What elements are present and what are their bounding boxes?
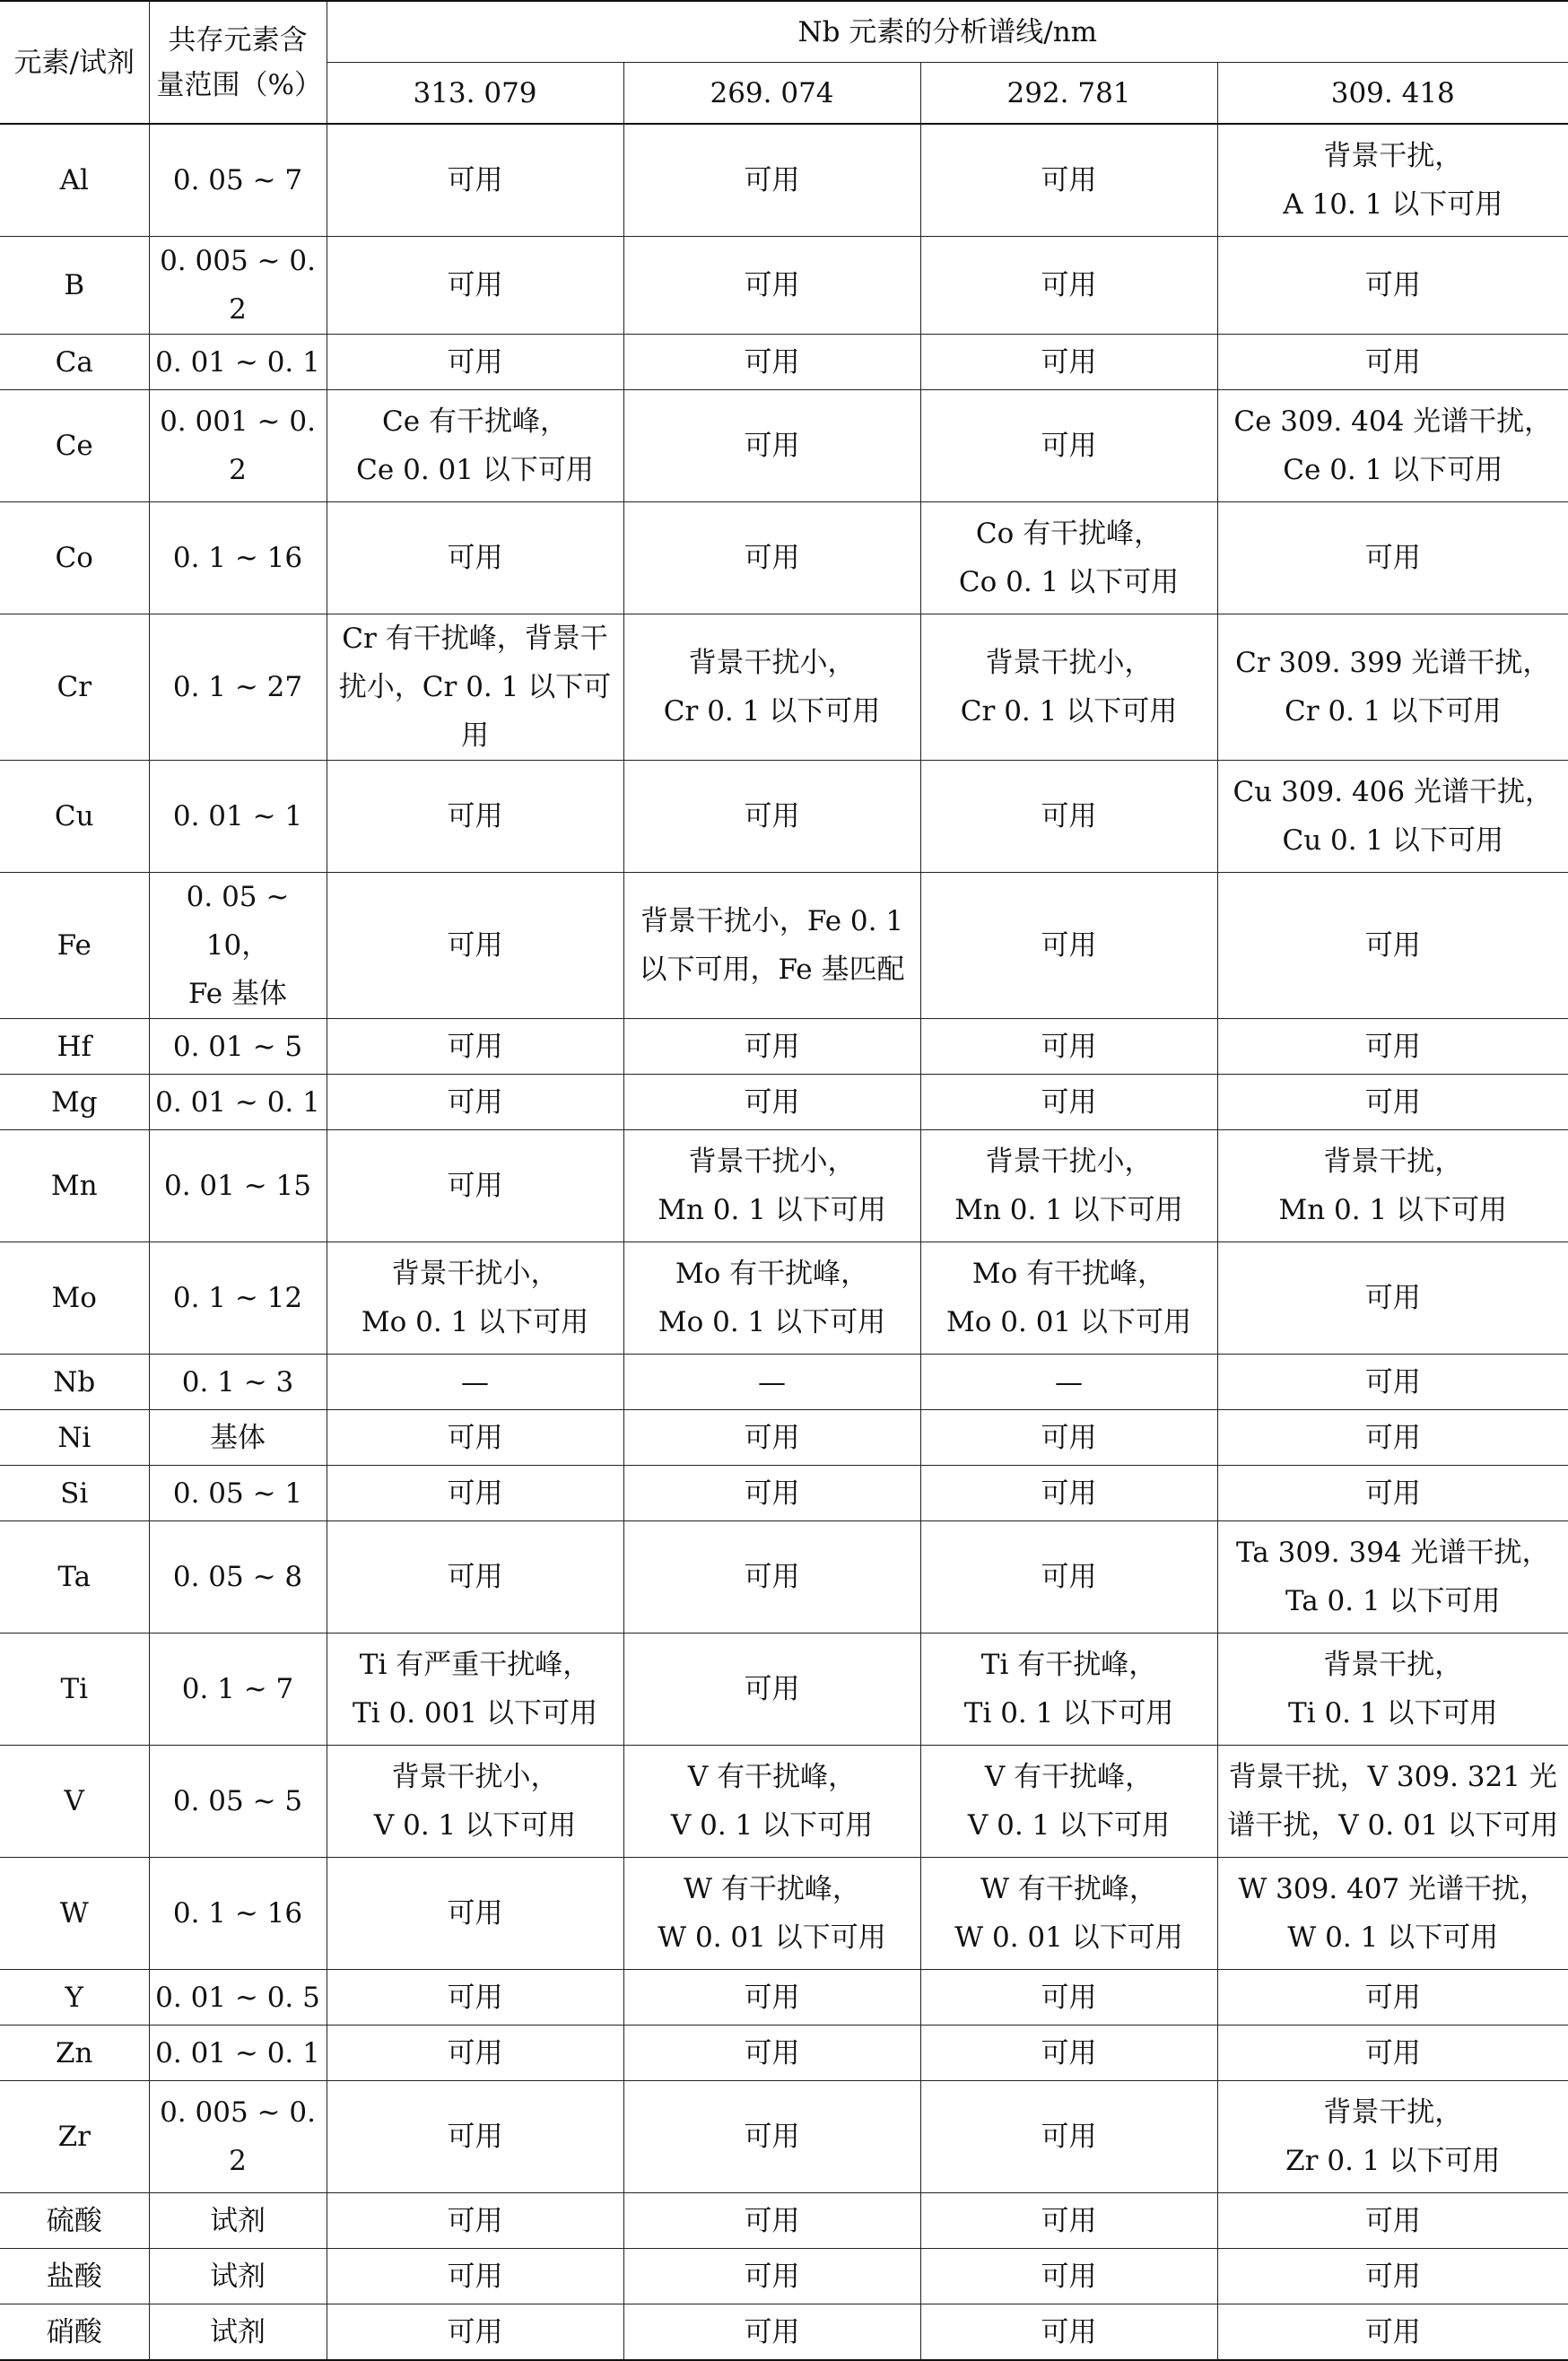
cell-result: 可用 — [920, 390, 1217, 502]
cell-range: 0. 01 ~ 0. 1 — [149, 335, 327, 390]
cell-result: 可用 — [327, 2081, 623, 2193]
cell-result: 可用 — [1217, 2304, 1568, 2361]
cell-result: Cu 309. 406 光谱干扰， Cu 0. 1 以下可用 — [1217, 761, 1568, 873]
cell-result: 可用 — [327, 124, 623, 237]
cell-result: 可用 — [623, 502, 920, 614]
cell-element: Mg — [0, 1075, 149, 1130]
cell-element: Mn — [0, 1130, 149, 1242]
cell-result: 可用 — [623, 1970, 920, 2026]
cell-result: 可用 — [920, 2249, 1217, 2304]
cell-result: 可用 — [920, 873, 1217, 1019]
cell-range: 0. 01 ~ 0. 1 — [149, 1075, 327, 1130]
cell-result: 可用 — [327, 1858, 623, 1970]
cell-result: 可用 — [920, 1521, 1217, 1634]
table-row — [0, 335, 1568, 390]
table-body — [0, 124, 1568, 2360]
cell-result: 可用 — [623, 237, 920, 335]
cell-element: Hf — [0, 1019, 149, 1075]
table-row — [0, 2304, 1568, 2361]
cell-range: 0. 01 ~ 0. 1 — [149, 2026, 327, 2081]
cell-result: 背景干扰， A 10. 1 以下可用 — [1217, 124, 1568, 237]
table-row — [0, 1242, 1568, 1355]
header-wavelength: 313. 079 — [327, 63, 623, 125]
cell-element: Zn — [0, 2026, 149, 2081]
cell-element: 硫酸 — [0, 2193, 149, 2249]
cell-result: Cr 有干扰峰，背景干 扰小，Cr 0. 1 以下可用 — [327, 614, 623, 761]
cell-element: Si — [0, 1466, 149, 1521]
cell-result: 可用 — [1217, 1019, 1568, 1075]
cell-element: Ca — [0, 335, 149, 390]
cell-result: 可用 — [623, 1634, 920, 1746]
cell-range: 0. 1 ~ 3 — [149, 1355, 327, 1410]
cell-result: 背景干扰小， Cr 0. 1 以下可用 — [623, 614, 920, 761]
cell-result: Co 有干扰峰， Co 0. 1 以下可用 — [920, 502, 1217, 614]
cell-result: 可用 — [623, 335, 920, 390]
cell-result: 可用 — [327, 1970, 623, 2026]
cell-result: 可用 — [623, 2193, 920, 2249]
table-row — [0, 1858, 1568, 1970]
header-element: 元素/试剂 — [0, 1, 149, 124]
table-row — [0, 2249, 1568, 2304]
cell-result: 背景干扰， Mn 0. 1 以下可用 — [1217, 1130, 1568, 1242]
table-row — [0, 390, 1568, 502]
cell-result: 可用 — [1217, 335, 1568, 390]
table-row — [0, 1355, 1568, 1410]
cell-element: W — [0, 1858, 149, 1970]
cell-result: W 有干扰峰， W 0. 01 以下可用 — [623, 1858, 920, 1970]
cell-result: 可用 — [623, 2081, 920, 2193]
cell-result: 可用 — [327, 761, 623, 873]
cell-result: 背景干扰， Ti 0. 1 以下可用 — [1217, 1634, 1568, 1746]
table-row — [0, 1466, 1568, 1521]
cell-result: Mo 有干扰峰， Mo 0. 1 以下可用 — [623, 1242, 920, 1355]
cell-result: Cr 309. 399 光谱干扰， Cr 0. 1 以下可用 — [1217, 614, 1568, 761]
cell-element: Al — [0, 124, 149, 237]
cell-element: Y — [0, 1970, 149, 2026]
cell-result: 可用 — [623, 1466, 920, 1521]
table-row — [0, 761, 1568, 873]
cell-range: 基体 — [149, 1410, 327, 1466]
cell-result: — — [920, 1355, 1217, 1410]
cell-result: V 有干扰峰， V 0. 1 以下可用 — [623, 1746, 920, 1858]
cell-result: 可用 — [327, 873, 623, 1019]
cell-element: Ta — [0, 1521, 149, 1634]
cell-result: 可用 — [920, 1970, 1217, 2026]
cell-element: 硝酸 — [0, 2304, 149, 2361]
cell-range: 试剂 — [149, 2193, 327, 2249]
cell-range: 0. 1 ~ 12 — [149, 1242, 327, 1355]
cell-result: 可用 — [920, 1466, 1217, 1521]
cell-result: 可用 — [1217, 237, 1568, 335]
table-row — [0, 2193, 1568, 2249]
table-row — [0, 124, 1568, 237]
cell-result: 可用 — [327, 1521, 623, 1634]
cell-result: 可用 — [1217, 1242, 1568, 1355]
cell-result: 可用 — [920, 335, 1217, 390]
cell-result: 背景干扰小， Cr 0. 1 以下可用 — [920, 614, 1217, 761]
cell-result: 可用 — [623, 761, 920, 873]
cell-range: 0. 05 ~ 5 — [149, 1746, 327, 1858]
cell-element: Zr — [0, 2081, 149, 2193]
cell-result: — — [623, 1355, 920, 1410]
cell-result: 可用 — [623, 2304, 920, 2361]
cell-result: 可用 — [327, 2304, 623, 2361]
cell-result: — — [327, 1355, 623, 1410]
cell-result: 可用 — [1217, 873, 1568, 1019]
cell-result: 背景干扰，V 309. 321 光 谱干扰，V 0. 01 以下可用 — [1217, 1746, 1568, 1858]
cell-result: 可用 — [1217, 1410, 1568, 1466]
cell-result: W 有干扰峰， W 0. 01 以下可用 — [920, 1858, 1217, 1970]
cell-element: Ti — [0, 1634, 149, 1746]
cell-element: Cu — [0, 761, 149, 873]
cell-range: 试剂 — [149, 2304, 327, 2361]
cell-result: 可用 — [327, 1466, 623, 1521]
header-wavelength: 292. 781 — [920, 63, 1217, 125]
cell-result: 背景干扰小， Mn 0. 1 以下可用 — [623, 1130, 920, 1242]
cell-result: Ce 309. 404 光谱干扰， Ce 0. 1 以下可用 — [1217, 390, 1568, 502]
cell-range: 0. 01 ~ 1 — [149, 761, 327, 873]
cell-result: 可用 — [1217, 502, 1568, 614]
table-row — [0, 2081, 1568, 2193]
cell-result: 可用 — [327, 1130, 623, 1242]
cell-result: 可用 — [623, 1521, 920, 1634]
cell-element: Ni — [0, 1410, 149, 1466]
cell-result: Ti 有严重干扰峰， Ti 0. 001 以下可用 — [327, 1634, 623, 1746]
cell-result: 可用 — [920, 1019, 1217, 1075]
cell-result: Mo 有干扰峰， Mo 0. 01 以下可用 — [920, 1242, 1217, 1355]
cell-result: 可用 — [920, 237, 1217, 335]
cell-result: 可用 — [623, 2249, 920, 2304]
cell-result: V 有干扰峰， V 0. 1 以下可用 — [920, 1746, 1217, 1858]
cell-result: W 309. 407 光谱干扰， W 0. 1 以下可用 — [1217, 1858, 1568, 1970]
cell-result: 可用 — [920, 1075, 1217, 1130]
cell-range: 0. 01 ~ 5 — [149, 1019, 327, 1075]
cell-result: 可用 — [1217, 2249, 1568, 2304]
table-row — [0, 873, 1568, 1019]
cell-range: 试剂 — [149, 2249, 327, 2304]
cell-element: 盐酸 — [0, 2249, 149, 2304]
cell-result: 可用 — [920, 2081, 1217, 2193]
header-range: 共存元素含量范围（%） — [149, 1, 327, 124]
cell-result: 可用 — [327, 502, 623, 614]
cell-range: 0. 005 ~ 0. 2 — [149, 237, 327, 335]
cell-result: Ce 有干扰峰， Ce 0. 01 以下可用 — [327, 390, 623, 502]
cell-result: 可用 — [920, 1410, 1217, 1466]
cell-element: Ce — [0, 390, 149, 502]
table-row — [0, 614, 1568, 761]
cell-result: 可用 — [327, 2193, 623, 2249]
table-row — [0, 1970, 1568, 2026]
cell-range: 0. 1 ~ 27 — [149, 614, 327, 761]
cell-element: Co — [0, 502, 149, 614]
cell-range: 0. 05 ~ 10， Fe 基体 — [149, 873, 327, 1019]
table-row — [0, 2026, 1568, 2081]
cell-result: 可用 — [1217, 1355, 1568, 1410]
cell-result: 可用 — [623, 1075, 920, 1130]
cell-result: 可用 — [1217, 2026, 1568, 2081]
cell-result: 可用 — [920, 2026, 1217, 2081]
table-row — [0, 1130, 1568, 1242]
cell-result: 可用 — [327, 1410, 623, 1466]
cell-range: 0. 005 ~ 0. 2 — [149, 2081, 327, 2193]
table-row — [0, 1521, 1568, 1634]
cell-range: 0. 1 ~ 16 — [149, 502, 327, 614]
cell-result: 可用 — [920, 761, 1217, 873]
cell-result: 背景干扰小， Mn 0. 1 以下可用 — [920, 1130, 1217, 1242]
table-row — [0, 1410, 1568, 1466]
cell-result: 可用 — [327, 2026, 623, 2081]
cell-result: 可用 — [623, 124, 920, 237]
cell-range: 0. 01 ~ 0. 5 — [149, 1970, 327, 2026]
cell-result: 可用 — [327, 1019, 623, 1075]
cell-result: 可用 — [623, 390, 920, 502]
cell-result: 可用 — [327, 335, 623, 390]
table-row — [0, 1634, 1568, 1746]
cell-element: Fe — [0, 873, 149, 1019]
cell-result: 背景干扰小， V 0. 1 以下可用 — [327, 1746, 623, 1858]
cell-range: 0. 01 ~ 15 — [149, 1130, 327, 1242]
cell-result: 可用 — [1217, 1970, 1568, 2026]
table-row — [0, 502, 1568, 614]
cell-result: Ti 有干扰峰， Ti 0. 1 以下可用 — [920, 1634, 1217, 1746]
cell-result: 可用 — [623, 2026, 920, 2081]
cell-range: 0. 05 ~ 1 — [149, 1466, 327, 1521]
cell-range: 0. 001 ~ 0. 2 — [149, 390, 327, 502]
cell-result: 可用 — [327, 1075, 623, 1130]
cell-result: 可用 — [920, 124, 1217, 237]
table-row — [0, 237, 1568, 335]
cell-range: 0. 05 ~ 8 — [149, 1521, 327, 1634]
table-row — [0, 1019, 1568, 1075]
cell-result: 背景干扰， Zr 0. 1 以下可用 — [1217, 2081, 1568, 2193]
cell-range: 0. 05 ~ 7 — [149, 124, 327, 237]
table-row — [0, 1075, 1568, 1130]
cell-element: V — [0, 1746, 149, 1858]
cell-result: 可用 — [1217, 1075, 1568, 1130]
cell-result: 可用 — [327, 2249, 623, 2304]
cell-result: 可用 — [623, 1019, 920, 1075]
header-wavelength: 309. 418 — [1217, 63, 1568, 125]
cell-range: 0. 1 ~ 7 — [149, 1634, 327, 1746]
table-row — [0, 1746, 1568, 1858]
cell-result: 可用 — [623, 1410, 920, 1466]
cell-element: Nb — [0, 1355, 149, 1410]
cell-result: 可用 — [1217, 2193, 1568, 2249]
cell-element: Cr — [0, 614, 149, 761]
cell-result: 可用 — [1217, 1466, 1568, 1521]
cell-range: 0. 1 ~ 16 — [149, 1858, 327, 1970]
cell-element: Mo — [0, 1242, 149, 1355]
header-nb-lines: Nb 元素的分析谱线/nm — [327, 1, 1568, 63]
cell-result: 背景干扰小，Fe 0. 1 以下可用，Fe 基匹配 — [623, 873, 920, 1019]
cell-element: B — [0, 237, 149, 335]
cell-result: 背景干扰小， Mo 0. 1 以下可用 — [327, 1242, 623, 1355]
cell-result: 可用 — [327, 237, 623, 335]
cell-result: 可用 — [920, 2304, 1217, 2361]
cell-result: 可用 — [920, 2193, 1217, 2249]
cell-result: Ta 309. 394 光谱干扰， Ta 0. 1 以下可用 — [1217, 1521, 1568, 1634]
header-wavelength: 269. 074 — [623, 63, 920, 125]
